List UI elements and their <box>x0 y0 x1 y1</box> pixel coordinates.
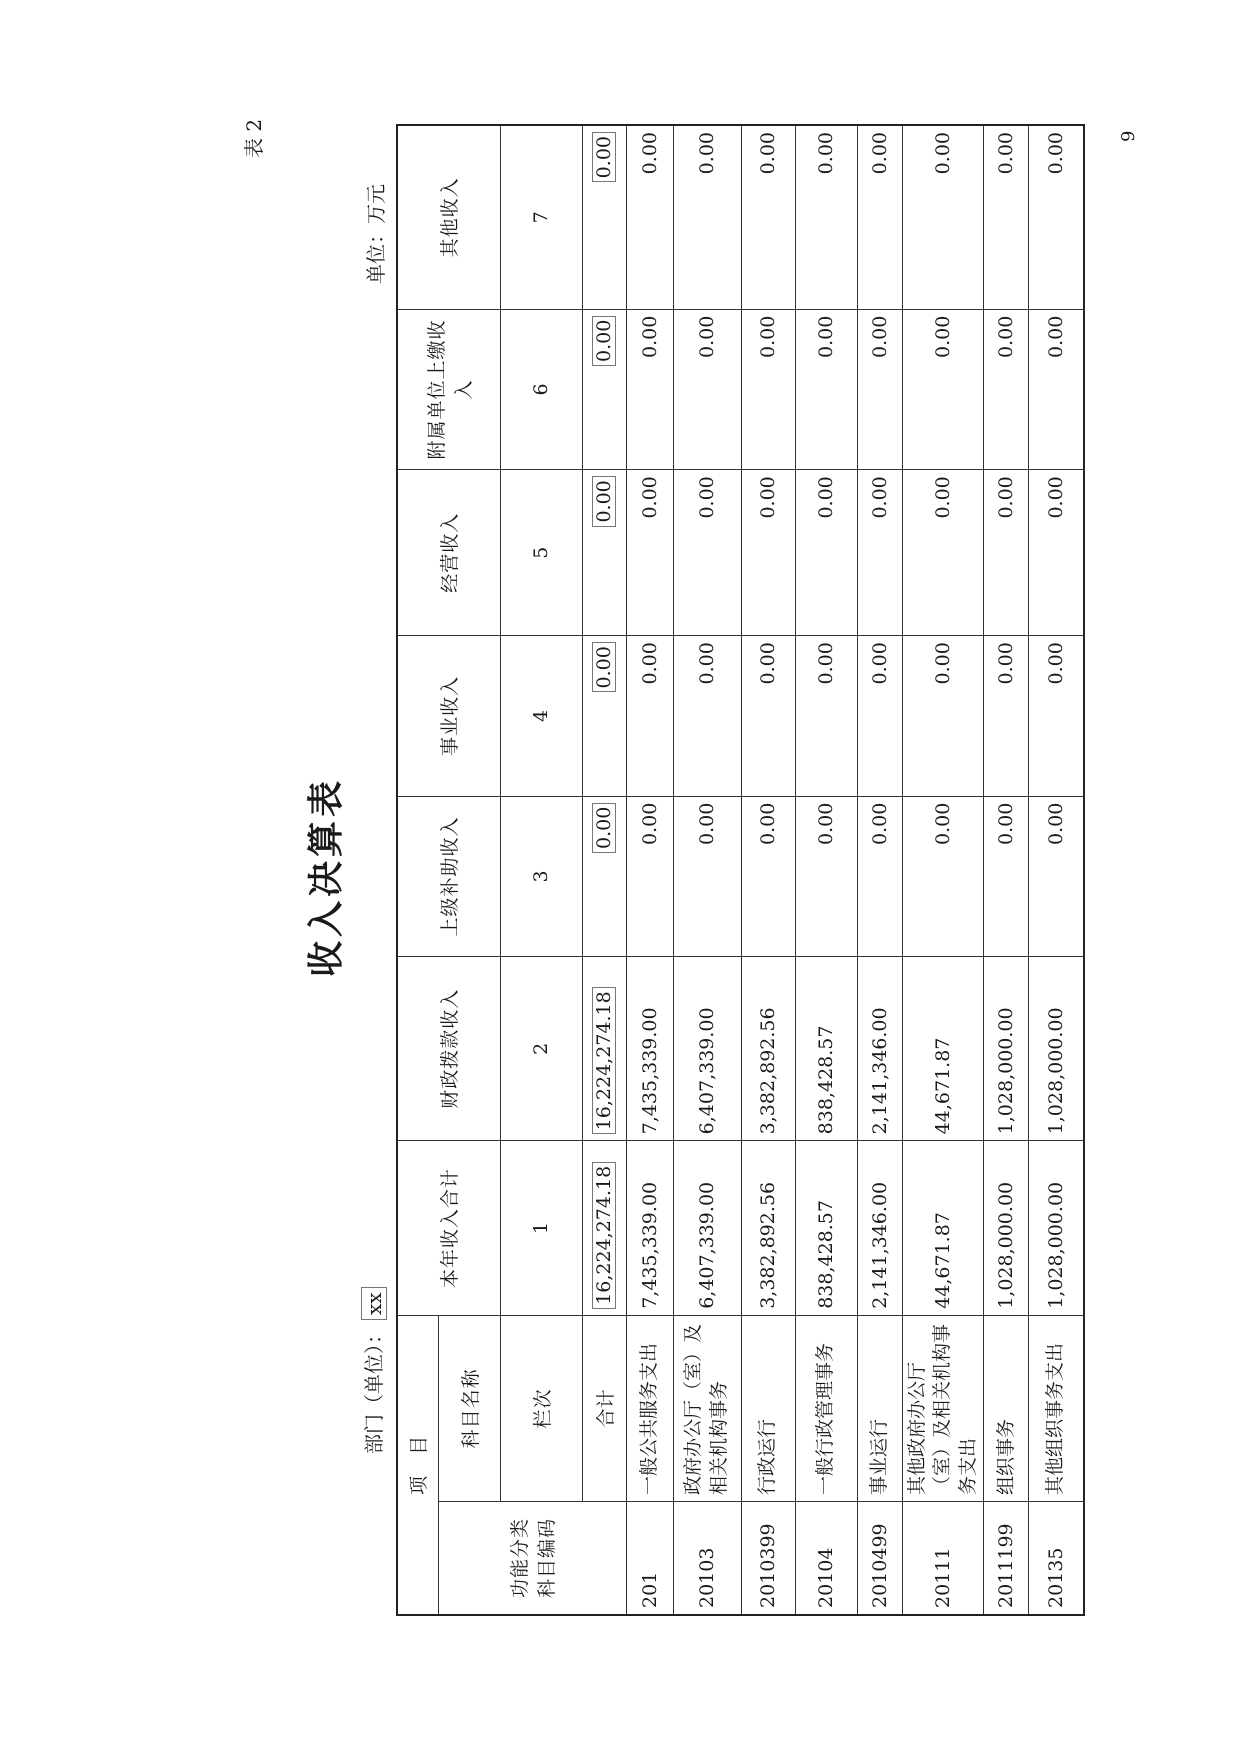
unit-label: 单位：万元 <box>364 184 388 284</box>
value-cell: 0.00 <box>1029 470 1084 636</box>
total-label: 合计 <box>582 1315 626 1501</box>
value-cell: 0.00 <box>857 636 902 797</box>
value-cell: 838,428.57 <box>795 1141 857 1315</box>
column-index-3: 3 <box>500 796 582 957</box>
subject-code: 2011199 <box>984 1502 1029 1615</box>
column-header-7: 其他收入 <box>397 125 500 309</box>
value-cell: 0.00 <box>626 125 673 309</box>
column-index-4: 4 <box>500 636 582 797</box>
column-index-6: 6 <box>500 309 582 470</box>
value-cell: 0.00 <box>1029 309 1084 470</box>
column-index-row <box>500 125 582 1615</box>
row-index-label: 栏次 <box>500 1315 582 1501</box>
value-cell: 0.00 <box>741 636 795 797</box>
value-cell: 0.00 <box>741 125 795 309</box>
value-cell: 0.00 <box>857 796 902 957</box>
page-title: 收入决算表 <box>305 777 347 978</box>
subject-code: 2010499 <box>857 1502 902 1615</box>
column-header-6: 附属单位上缴收入 <box>397 309 500 470</box>
subject-code: 20135 <box>1029 1502 1084 1615</box>
total-value-6: 0.00 <box>582 309 626 470</box>
value-cell: 1,028,000.00 <box>1029 957 1084 1141</box>
column-index-1: 1 <box>500 1141 582 1315</box>
subject-name: 一般公共服务支出 <box>626 1315 673 1501</box>
value-cell: 0.00 <box>984 125 1029 309</box>
income-table <box>396 124 1085 1616</box>
total-value-3: 0.00 <box>582 796 626 957</box>
column-header-4: 事业收入 <box>397 636 500 797</box>
value-cell: 0.00 <box>673 470 741 636</box>
table-row <box>626 125 673 1615</box>
value-cell: 0.00 <box>741 796 795 957</box>
value-cell: 0.00 <box>857 125 902 309</box>
value-cell: 0.00 <box>673 309 741 470</box>
value-cell: 0.00 <box>902 636 984 797</box>
value-cell: 0.00 <box>673 636 741 797</box>
value-cell: 0.00 <box>984 309 1029 470</box>
subject-code: 20103 <box>673 1502 741 1615</box>
total-value-7: 0.00 <box>582 125 626 309</box>
subject-code: 20111 <box>902 1502 984 1615</box>
code-header: 功能分类科目编码 <box>438 1502 626 1615</box>
value-cell: 44,671.87 <box>902 957 984 1141</box>
subject-code: 20104 <box>795 1502 857 1615</box>
subject-code: 201 <box>626 1502 673 1615</box>
value-cell: 1,028,000.00 <box>1029 1141 1084 1315</box>
value-cell: 2,141,346.00 <box>857 957 902 1141</box>
value-cell: 0.00 <box>902 796 984 957</box>
column-header-1: 本年收入合计 <box>397 1141 500 1315</box>
value-cell: 3,382,892.56 <box>741 957 795 1141</box>
value-cell: 0.00 <box>902 125 984 309</box>
value-cell: 7,435,339.00 <box>626 1141 673 1315</box>
total-value-5: 0.00 <box>582 470 626 636</box>
value-cell: 0.00 <box>673 796 741 957</box>
value-cell: 0.00 <box>795 125 857 309</box>
value-cell: 44,671.87 <box>902 1141 984 1315</box>
value-cell: 0.00 <box>795 796 857 957</box>
subject-name: 其他组织事务支出 <box>1029 1315 1084 1501</box>
column-header-5: 经营收入 <box>397 470 500 636</box>
value-cell: 0.00 <box>626 796 673 957</box>
value-cell: 1,028,000.00 <box>984 1141 1029 1315</box>
total-value-2: 16,224,274.18 <box>582 957 626 1141</box>
value-cell: 0.00 <box>795 309 857 470</box>
column-index-5: 5 <box>500 470 582 636</box>
value-cell: 2,141,346.00 <box>857 1141 902 1315</box>
value-cell: 1,028,000.00 <box>984 957 1029 1141</box>
table-row <box>857 125 902 1615</box>
value-cell: 0.00 <box>795 636 857 797</box>
value-cell: 0.00 <box>984 636 1029 797</box>
table-row <box>741 125 795 1615</box>
value-cell: 0.00 <box>902 309 984 470</box>
total-row <box>582 125 626 1615</box>
value-cell: 0.00 <box>902 470 984 636</box>
value-cell: 0.00 <box>984 470 1029 636</box>
subject-name: 其他政府办公厅（室）及相关机构事务支出 <box>902 1315 984 1501</box>
value-cell: 7,435,339.00 <box>626 957 673 1141</box>
name-header: 科目名称 <box>438 1315 500 1501</box>
value-cell: 3,382,892.56 <box>741 1141 795 1315</box>
project-header: 项 目 <box>397 1315 438 1615</box>
header-row-project <box>397 125 438 1615</box>
value-cell: 6,407,339.00 <box>673 957 741 1141</box>
department-line <box>358 1287 387 1454</box>
table-row <box>1029 125 1084 1615</box>
table-row <box>984 125 1029 1615</box>
value-cell: 0.00 <box>1029 125 1084 309</box>
table-row <box>902 125 984 1615</box>
value-cell: 0.00 <box>741 309 795 470</box>
column-header-3: 上级补助收入 <box>397 796 500 957</box>
table-number-label: 表 2 <box>242 118 266 158</box>
subject-name: 事业运行 <box>857 1315 902 1501</box>
subject-name: 政府办公厅（室）及相关机构事务 <box>673 1315 741 1501</box>
value-cell: 0.00 <box>1029 636 1084 797</box>
value-cell: 0.00 <box>626 470 673 636</box>
subject-name: 一般行政管理事务 <box>795 1315 857 1501</box>
subject-name: 组织事务 <box>984 1315 1029 1501</box>
column-header-2: 财政拨款收入 <box>397 957 500 1141</box>
total-value-4: 0.00 <box>582 636 626 797</box>
value-cell: 0.00 <box>626 636 673 797</box>
column-index-2: 2 <box>500 957 582 1141</box>
table-row <box>673 125 741 1615</box>
value-cell: 838,428.57 <box>795 957 857 1141</box>
value-cell: 0.00 <box>741 470 795 636</box>
subject-code: 2010399 <box>741 1502 795 1615</box>
value-cell: 0.00 <box>857 470 902 636</box>
value-cell: 0.00 <box>673 125 741 309</box>
value-cell: 6,407,339.00 <box>673 1141 741 1315</box>
value-cell: 0.00 <box>857 309 902 470</box>
value-cell: 0.00 <box>1029 796 1084 957</box>
value-cell: 0.00 <box>984 796 1029 957</box>
department-value: xx <box>361 1287 387 1320</box>
column-index-7: 7 <box>500 125 582 309</box>
value-cell: 0.00 <box>795 470 857 636</box>
department-label: 部门（单位）： <box>362 1324 386 1454</box>
total-value-1: 16,224,274.18 <box>582 1141 626 1315</box>
value-cell: 0.00 <box>626 309 673 470</box>
subject-name: 行政运行 <box>741 1315 795 1501</box>
table-row <box>795 125 857 1615</box>
page-number: 9 <box>1118 130 1139 142</box>
